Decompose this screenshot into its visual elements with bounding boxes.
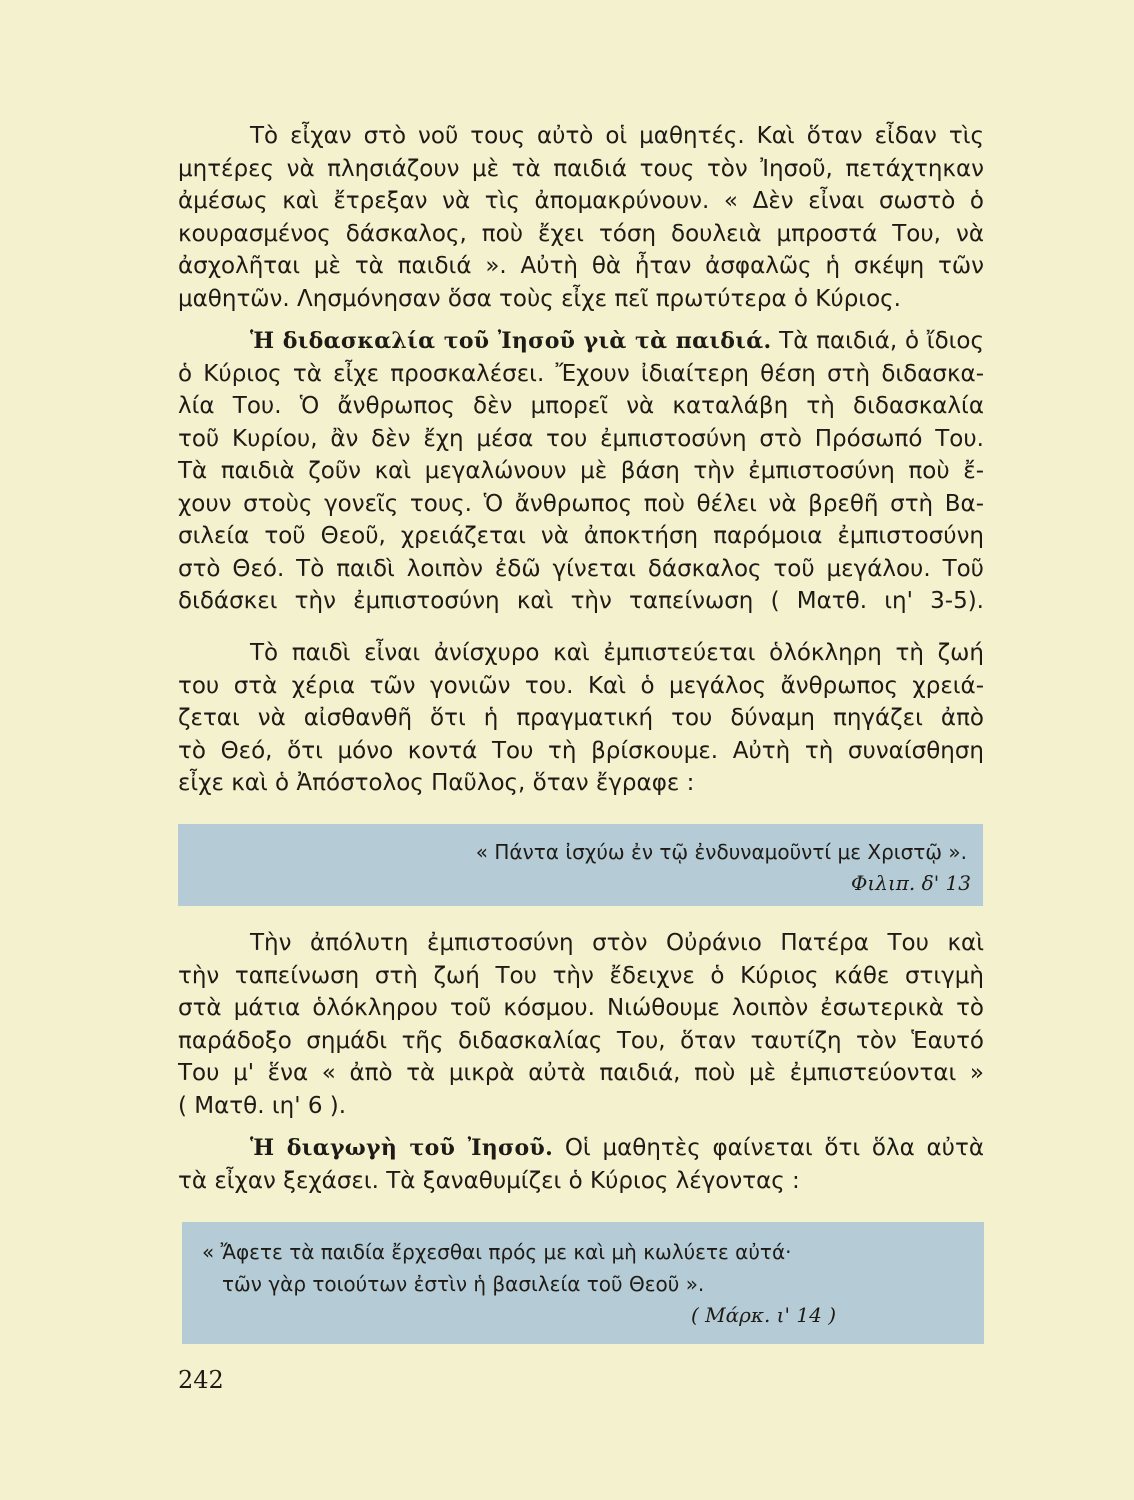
- text-line: [178, 1132, 984, 1165]
- paragraph-5: [178, 1132, 984, 1197]
- text-line: Τὸ παιδὶ εἶναι ἀνίσχυρο καὶ ἐμπιστεύεται ὁλόκληρη τὴ ζωή: [250, 640, 984, 666]
- page-number: 242: [178, 1366, 224, 1394]
- text-line: μητέρες νὰ πλησιάζουν μὲ τὰ παιδιά τους τὸν Ἰησοῦ, πετάχτηκαν: [178, 155, 984, 182]
- text-line: τὰ εἶχαν ξεχάσει. Τὰ ξαναθυμίζει ὁ Κύριος λέγοντας :: [178, 1167, 800, 1194]
- text-line: στὸ Θεό. Τὸ παιδὶ λοιπὸν ἐδῶ γίνεται δάσκαλος τοῦ μεγάλου. Τοῦ: [178, 555, 984, 582]
- text-line: Τὰ παιδιὰ ζοῦν καὶ μεγαλώνουν μὲ βάση τὴν ἐμπιστοσύνη ποὺ ἔ-: [178, 458, 984, 484]
- text-line: ζεται νὰ αἰσθανθῆ ὅτι ἡ πραγματική του δύναμη πηγάζει ἀπὸ: [178, 705, 984, 731]
- quote-reference: ( Μάρκ. ι' 14 ): [690, 1303, 836, 1327]
- heading-line-rest: Οἱ μαθητὲς φαίνεται ὅτι ὅλα αὐτὰ: [553, 1135, 984, 1161]
- text-line: ἀσχολῆται μὲ τὰ παιδιά ». Αὐτὴ θὰ ἦταν ἀσφαλῶς ἡ σκέψη τῶν: [178, 253, 984, 279]
- text-line: Τὸ εἶχαν στὸ νοῦ τους αὐτὸ οἱ μαθητές. Καὶ ὅταν εἶδαν τὶς: [250, 123, 984, 149]
- heading-line-rest: Τὰ παιδιά, ὁ ἴδιος: [771, 328, 984, 354]
- paragraph-1: [178, 120, 984, 315]
- text-line: τὴν ταπείνωση στὴ ζωή Του τὴν ἔδειχνε ὁ Κύριος κάθε στιγμὴ: [178, 962, 984, 989]
- quote-box-mark: [182, 1222, 984, 1344]
- text-line: εἶχε καὶ ὁ Ἀπόστολος Παῦλος, ὅταν ἔγραφε :: [178, 770, 695, 796]
- text-line: ( Ματθ. ιη' 6 ).: [178, 1092, 347, 1119]
- text-line: σιλεία τοῦ Θεοῦ, χρειάζεται νὰ ἀποκτήση παρόμοια ἐμπιστοσύνη: [178, 523, 984, 549]
- section-heading-conduct: Ἡ διαγωγὴ τοῦ Ἰησοῦ.: [250, 1135, 554, 1161]
- text-line: τὸ Θεό, ὅτι μόνο κοντά Του τὴ βρίσκουμε. Αὐτὴ τὴ συναίσθηση: [178, 737, 984, 764]
- text-line: του στὰ χέρια τῶν γονιῶν του. Καὶ ὁ μεγάλος ἄνθρωπος χρειά-: [178, 672, 984, 699]
- text-line: τοῦ Κυρίου, ἂν δὲν ἔχη μέσα του ἐμπιστοσύνη στὸ Πρόσωπό Του.: [178, 425, 984, 452]
- quote-reference: Φιλιπ. δ' 13: [851, 871, 971, 895]
- text-line: κουρασμένος δάσκαλος, ποὺ ἔχει τόση δουλειὰ μπροστά Του, νὰ: [178, 220, 984, 247]
- text-line: λία Του. Ὁ ἄνθρωπος δὲν μπορεῖ νὰ καταλάβη τὴ διδασκαλία: [178, 393, 984, 419]
- text-line: Του μ' ἕνα « ἀπὸ τὰ μικρὰ αὐτὰ παιδιά, ποὺ μὲ ἐμπιστεύονται »: [178, 1060, 984, 1086]
- quote-box-philippians: [178, 824, 983, 906]
- text-line: ἀμέσως καὶ ἔτρεξαν νὰ τὶς ἀπομακρύνουν. « Δὲν εἶναι σωστὸ ὁ: [178, 188, 984, 214]
- text-line: ὁ Κύριος τὰ εἶχε προσκαλέσει. Ἔχουν ἰδιαίτερη θέση στὴ διδασκα-: [178, 360, 984, 387]
- text-line: [178, 325, 984, 358]
- paragraph-4: [178, 927, 984, 1122]
- quote-line: « Ἄφετε τὰ παιδία ἔρχεσθαι πρός με καὶ μὴ κωλύετε αὐτά·: [202, 1240, 792, 1264]
- text-line: Τὴν ἀπόλυτη ἐμπιστοσύνη στὸν Οὐράνιο Πατέρα Του καὶ: [250, 930, 984, 956]
- text-line: στὰ μάτια ὁλόκληρου τοῦ κόσμου. Νιώθουμε λοιπὸν ἐσωτερικὰ τὸ: [178, 995, 984, 1021]
- text-line: διδάσκει τὴν ἐμπιστοσύνη καὶ τὴν ταπείνωση ( Ματθ. ιη' 3-5).: [178, 588, 984, 614]
- paragraph-3: [178, 637, 984, 800]
- paragraph-2: [178, 325, 984, 618]
- text-line: παράδοξο σημάδι τῆς διδασκαλίας Του, ὅταν ταυτίζη τὸν Ἑαυτό: [178, 1027, 984, 1054]
- text-line: μαθητῶν. Λησμόνησαν ὅσα τοὺς εἶχε πεῖ πρωτύτερα ὁ Κύριος.: [178, 285, 901, 312]
- quote-text: « Πάντα ἰσχύω ἐν τῷ ἐνδυναμοῦντί με Χριστῷ ».: [475, 840, 967, 864]
- quote-line: τῶν γὰρ τοιούτων ἐστὶν ἡ βασιλεία τοῦ Θεοῦ ».: [222, 1272, 705, 1296]
- text-line: χουν στοὺς γονεῖς τους. Ὁ ἄνθρωπος ποὺ θέλει νὰ βρεθῆ στὴ Βα-: [178, 490, 984, 517]
- section-heading-teaching: Ἡ διδασκαλία τοῦ Ἰησοῦ γιὰ τὰ παιδιά.: [250, 328, 772, 354]
